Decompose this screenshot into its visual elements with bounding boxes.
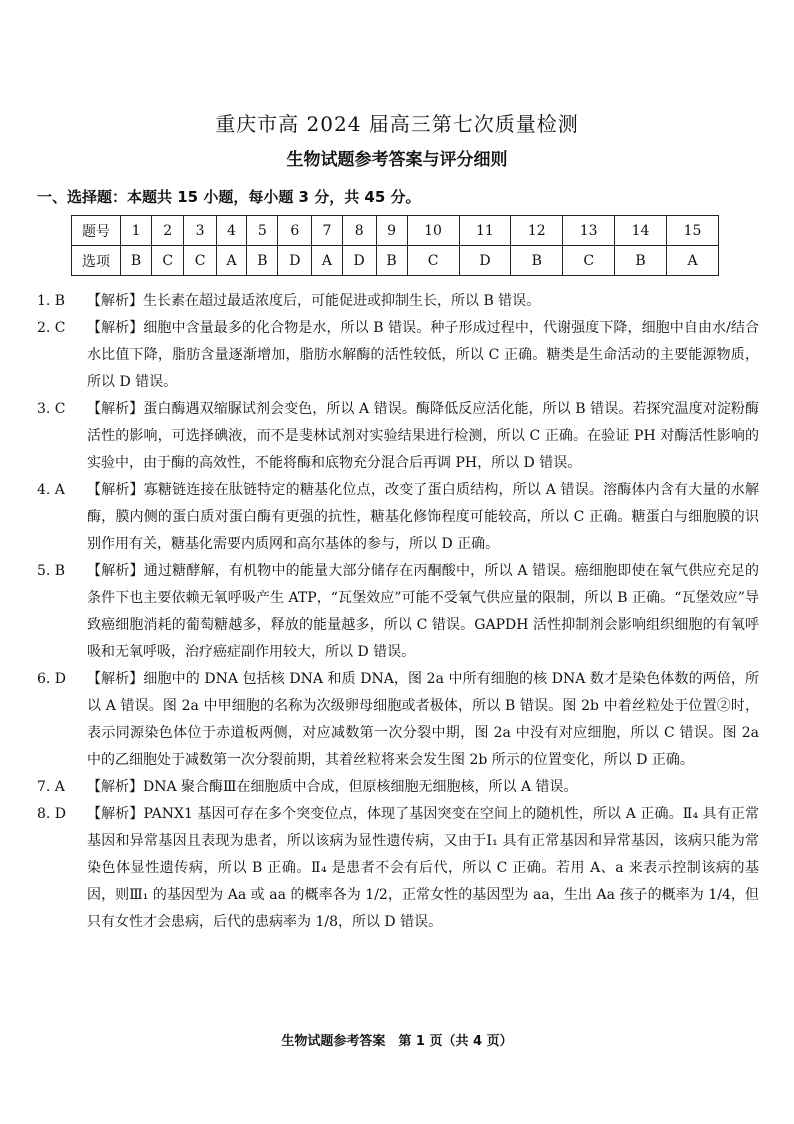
question-number-row bbox=[72, 216, 719, 246]
explanation-number: 2. C bbox=[37, 320, 66, 336]
question-number: 4 bbox=[216, 216, 247, 246]
explanation-number: 3. C bbox=[37, 401, 66, 417]
explanation-item bbox=[37, 315, 759, 396]
answer-choice: D bbox=[278, 246, 312, 276]
question-number: 7 bbox=[312, 216, 343, 246]
question-number: 13 bbox=[563, 216, 615, 246]
explanation-list bbox=[37, 288, 759, 936]
question-number: 8 bbox=[342, 216, 376, 246]
explanation-number: 6. D bbox=[37, 671, 67, 687]
question-number: 10 bbox=[407, 216, 459, 246]
document-title: 重庆市高 2024 届高三第七次质量检测 bbox=[215, 112, 579, 136]
explanation-text: 【解析】通过糖酵解，有机物中的能量大部分储存在丙酮酸中，所以 A 错误。癌细胞即使在氧气供应充足的条件下也主要依赖无氧呼吸产生 ATP，“瓦堡效应”可能不受氧气供应量的限制，所以 B 正确。“瓦堡效应”导致癌细胞消耗的葡萄糖越多，释放的能量越多，所以 C 错误。GAPDH 活性抑制剂会影响组织细胞的有氧呼吸和无氧呼吸，治疗癌症副作用较大，所以 D 错误。 bbox=[87, 563, 759, 660]
answer-choice: C bbox=[563, 246, 615, 276]
answer-choice: A bbox=[216, 246, 247, 276]
answer-choice: B bbox=[511, 246, 563, 276]
answer-choice: B bbox=[615, 246, 667, 276]
explanation-item bbox=[37, 801, 759, 936]
question-number: 2 bbox=[152, 216, 184, 246]
question-number: 9 bbox=[376, 216, 407, 246]
explanation-text: 【解析】蛋白酶遇双缩脲试剂会变色，所以 A 错误。酶降低反应活化能，所以 B 错误。若探究温度对淀粉酶活性的影响，可选择碘液，而不是斐林试剂对实验结果进行检测，所以 C 正确。在验证 PH 对酶活性影响的实验中，由于酶的高效性，不能将酶和底物充分混合后再调 PH，所以 D 错误。 bbox=[87, 401, 759, 471]
explanation-text: 【解析】细胞中含量最多的化合物是水，所以 B 错误。种子形成过程中，代谢强度下降，细胞中自由水/结合水比值下降，脂肪含量逐渐增加，脂肪水解酶的活性较低，所以 C 正确。糖类是生命活动的主要能源物质，所以 D 错误。 bbox=[87, 320, 759, 390]
question-number: 11 bbox=[459, 216, 511, 246]
answer-choice: D bbox=[459, 246, 511, 276]
answer-choice: A bbox=[667, 246, 719, 276]
question-number: 15 bbox=[667, 216, 719, 246]
answer-choice-row bbox=[72, 246, 719, 276]
question-number: 14 bbox=[615, 216, 667, 246]
explanation-item bbox=[37, 288, 759, 315]
answer-choice: B bbox=[247, 246, 278, 276]
explanation-item bbox=[37, 396, 759, 477]
explanation-item bbox=[37, 558, 759, 666]
explanation-item bbox=[37, 477, 759, 558]
explanation-number: 1. B bbox=[37, 293, 66, 309]
row-label-choice: 选项 bbox=[72, 246, 121, 276]
explanation-text: 【解析】生长素在超过最适浓度后，可能促进或抑制生长，所以 B 错误。 bbox=[87, 293, 541, 309]
explanation-text: 【解析】寡糖链连接在肽链特定的糖基化位点，改变了蛋白质结构，所以 A 错误。溶酶体内含有大量的水解酶，膜内侧的蛋白质对蛋白酶有更强的抗性，糖基化修饰程度可能较高，所以 C 正确。糖蛋白与细胞膜的识别作用有关，糖基化需要内质网和高尔基体的参与，所以 D 正确。 bbox=[87, 482, 759, 552]
answer-table bbox=[71, 215, 719, 276]
answer-choice: D bbox=[342, 246, 376, 276]
explanation-text: 【解析】细胞中的 DNA 包括核 DNA 和质 DNA，图 2a 中所有细胞的核 DNA 数才是染色体数的两倍，所以 A 错误。图 2a 中甲细胞的名称为次级卵母细胞或者极体，所以 B 错误。图 2b 中着丝粒处于位置②时，表示同源染色体位于赤道板两侧，对应减数第一次分裂中期，图 2a 中没有对应细胞，所以 C 错误。图 2a 中的乙细胞处于减数第一次分裂前期，其着丝粒将来会发生图 2b 所示的位置变化，所以 D 正确。 bbox=[87, 671, 759, 768]
document-subtitle: 生物试题参考答案与评分细则 bbox=[286, 150, 508, 170]
answer-choice: A bbox=[312, 246, 343, 276]
question-number: 3 bbox=[184, 216, 216, 246]
answer-choice: C bbox=[407, 246, 459, 276]
explanation-text: 【解析】PANX1 基因可存在多个突变位点，体现了基因突变在空间上的随机性，所以 A 正确。Ⅱ₄ 具有正常基因和异常基因且表现为患者，所以该病为显性遗传病，又由于Ⅰ₁ 具有正常基因和异常基因，该病只能为常染色体显性遗传病，所以 B 正确。Ⅱ₄ 是患者不会有后代，所以 C 正确。若用 A、a 来表示控制该病的基因，则Ⅲ₁ 的基因型为 Aa 或 aa 的概率各为 1/2，正常女性的基因型为 aa，生出 Aa 孩子的概率为 1/4，但只有女性才会患病，后代的患病率为 1/8，所以 D 错误。 bbox=[87, 806, 759, 930]
explanation-number: 5. B bbox=[37, 563, 66, 579]
page-footer: 生物试题参考答案 第 1 页（共 4 页） bbox=[281, 1034, 513, 1049]
explanation-item bbox=[37, 774, 759, 801]
question-number: 5 bbox=[247, 216, 278, 246]
question-number: 6 bbox=[278, 216, 312, 246]
explanation-item bbox=[37, 666, 759, 774]
question-number: 12 bbox=[511, 216, 563, 246]
question-number: 1 bbox=[121, 216, 152, 246]
section-heading: 一、选择题：本题共 15 小题，每小题 3 分，共 45 分。 bbox=[37, 188, 421, 206]
answer-choice: B bbox=[121, 246, 152, 276]
explanation-number: 8. D bbox=[37, 806, 67, 822]
answer-choice: B bbox=[376, 246, 407, 276]
explanation-number: 7. A bbox=[37, 779, 65, 795]
answer-choice: C bbox=[184, 246, 216, 276]
explanation-text: 【解析】DNA 聚合酶Ⅲ在细胞质中合成，但原核细胞无细胞核，所以 A 错误。 bbox=[87, 779, 578, 795]
explanation-number: 4. A bbox=[37, 482, 65, 498]
row-label-question: 题号 bbox=[72, 216, 121, 246]
answer-choice: C bbox=[152, 246, 184, 276]
